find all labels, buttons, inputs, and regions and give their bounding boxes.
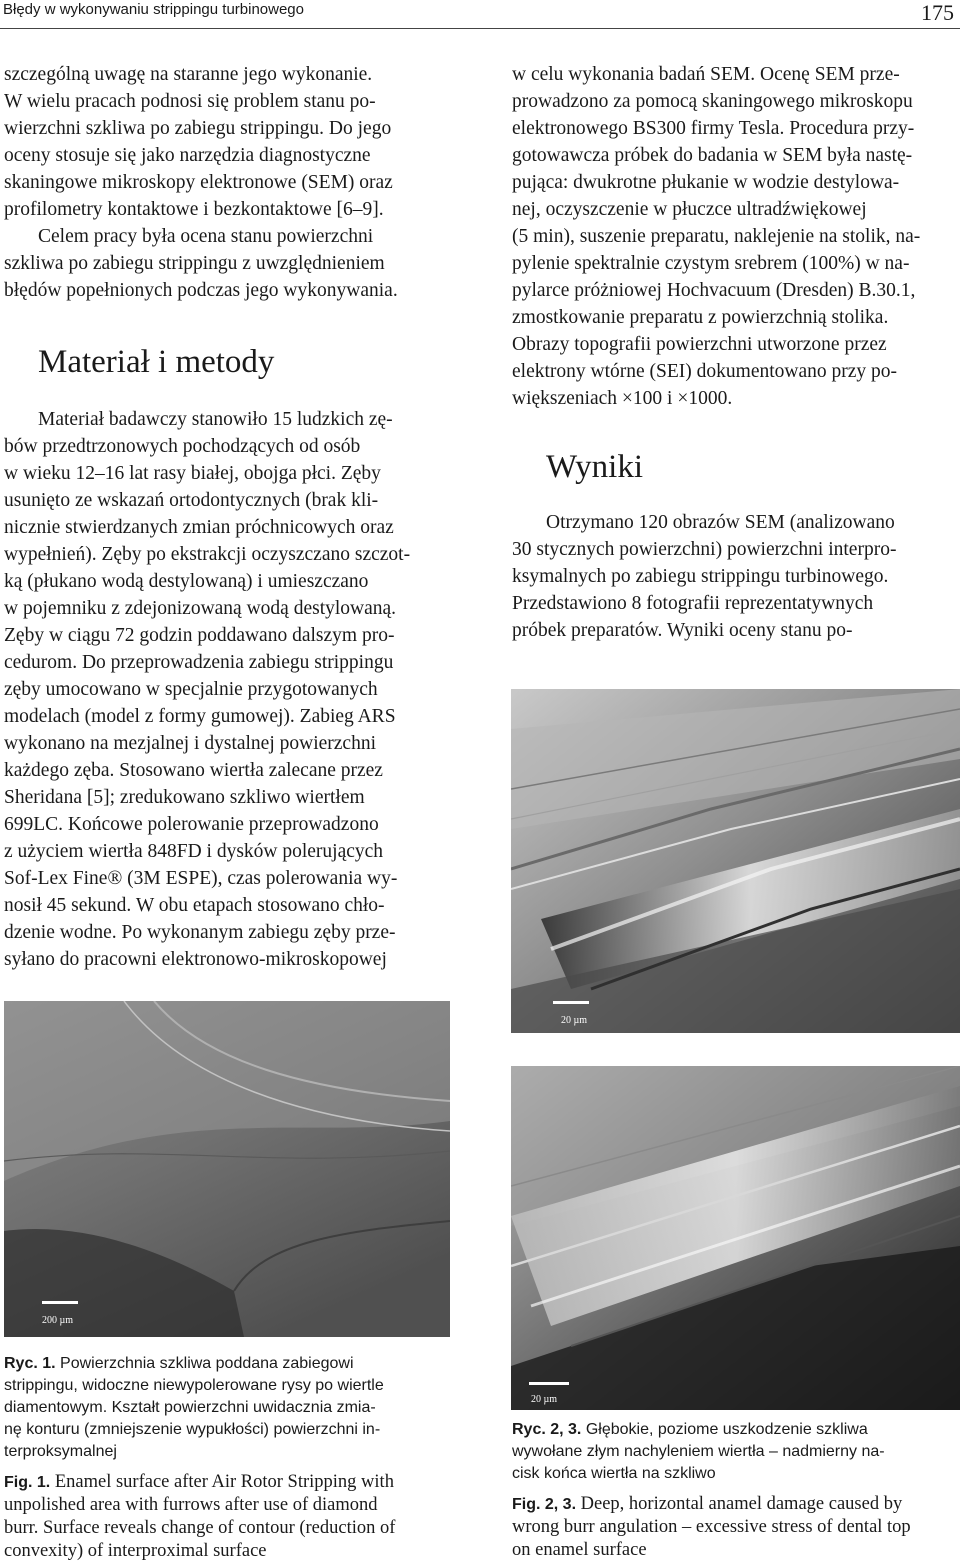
header-rule <box>0 28 960 29</box>
caption-line: wrong burr angulation – excessive stress of dental top <box>512 1517 911 1537</box>
text-line: nicznie stwierdzanych zmian próchnicowych oraz <box>4 517 394 538</box>
text-line: w wieku 12–16 lat rasy białej, obojga płci. Zęby <box>4 463 381 484</box>
section-heading-methods: Materiał i metody <box>38 344 275 380</box>
text-line: ką (płukano wodą destylowaną) i umieszczano <box>4 571 369 592</box>
caption-fig1-english <box>4 1471 450 1563</box>
left-column <box>4 61 450 304</box>
text-line: modelach (model z formy gumowej). Zabieg ARS <box>4 706 396 727</box>
caption-line: burr. Surface reveals change of contour (reduction of <box>4 1518 396 1538</box>
text-line: elektronowego BS300 firmy Tesla. Procedura przy- <box>512 118 915 139</box>
scale-bar-label: 20 µm <box>561 1015 588 1026</box>
text-line: szkliwa po zabiegu strippingu z uwzględnieniem <box>4 253 385 274</box>
caption-line <box>4 1353 450 1375</box>
sem-image-fig3 <box>511 1066 960 1410</box>
scale-bar-label: 20 µm <box>531 1394 558 1405</box>
text-line: gotowawcza próbek do badania w SEM była nastę- <box>512 145 913 166</box>
text-line: skaningowe mikroskopy elektronowe (SEM) oraz <box>4 172 393 193</box>
text-line: nosił 45 sekund. W obu etapach stosowano chło- <box>4 895 385 916</box>
text-line: Otrzymano 120 obrazów SEM (analizowano <box>546 512 895 533</box>
results-paragraph <box>512 509 956 644</box>
caption-line: wywołane złym nachyleniem wiertła – nadmierny na- <box>512 1443 885 1460</box>
text-line: usunięto ze wskazań ortodontycznych (brak kli- <box>4 490 379 511</box>
text-line: w pojemniku z zdejonizowaną wodą destylowaną. <box>4 598 397 619</box>
text-line: W wielu pracach podnosi się problem stanu po- <box>4 91 376 112</box>
caption-line: on enamel surface <box>512 1540 647 1560</box>
caption-text: Głębokie, poziome uszkodzenie szkliwa <box>581 1421 868 1438</box>
text-line: wierzchni szkliwa po zabiegu strippingu. Do jego <box>4 118 392 139</box>
text-line: wypełnień). Zęby po ekstrakcji oczyszczano szczot- <box>4 544 411 565</box>
text-line: bów przedtrzonowych pochodzących od osób <box>4 436 361 457</box>
running-title: Błędy w wykonywaniu strippingu turbinowego <box>3 1 304 18</box>
text-line: Zęby w ciągu 72 godzin poddawano dalszym pro- <box>4 625 395 646</box>
text-line: w celu wykonania badań SEM. Ocenę SEM prze- <box>512 64 900 85</box>
text-line: wykonano na mezjalnej i dystalnej powierzchni <box>4 733 377 754</box>
methods-continuation <box>512 61 956 412</box>
caption-text: Powierzchnia szkliwa poddana zabiegowi <box>55 1355 354 1372</box>
caption-line: diamentowym. Kształt powierzchni uwidacznia zmia- <box>4 1399 376 1416</box>
section-heading-results: Wyniki <box>546 449 644 485</box>
caption-label: Ryc. 1. <box>4 1355 56 1372</box>
text-line: Obrazy topografii powierzchni utworzone przez <box>512 334 887 355</box>
caption-label: Fig. 2, 3. <box>512 1496 577 1513</box>
text-line: Sof-Lex Fine® (3M ESPE), czas polerowania wy- <box>4 868 398 889</box>
caption-line: convexity) of interproximal surface <box>4 1541 267 1561</box>
text-line: ksymalnych po zabiegu strippingu turbinowego. <box>512 566 889 587</box>
text-line: zmostkowanie preparatu z powierzchnią stolika. <box>512 307 889 328</box>
methods-paragraph <box>4 406 450 973</box>
text-line: z użyciem wiertła 848FD i dysków polerujących <box>4 841 384 862</box>
caption-line <box>512 1493 956 1516</box>
text-line: Materiał badawczy stanowiło 15 ludzkich zę- <box>38 409 393 430</box>
caption-label: Fig. 1. <box>4 1474 51 1491</box>
caption-line <box>512 1419 956 1441</box>
caption-label: Ryc. 2, 3. <box>512 1421 582 1438</box>
caption-fig23-english <box>512 1493 956 1562</box>
text-line: syłano do pracowni elektronowo-mikroskopowej <box>4 949 387 970</box>
text-line: pylarce próżniowej Hochvacuum (Dresden) B.30.1, <box>512 280 916 301</box>
text-line: oceny stosuje się jako narzędzia diagnostyczne <box>4 145 371 166</box>
sem-image-fig2 <box>511 689 960 1033</box>
text-line: dzenie wodne. Po wykonanym zabiegu zęby prze- <box>4 922 396 943</box>
caption-text: Deep, horizontal anamel damage caused by <box>576 1494 903 1514</box>
caption-line: nę konturu (zmniejszenie wypukłości) powierzchni in- <box>4 1421 381 1438</box>
page-number: 175 <box>921 0 954 25</box>
caption-line <box>4 1471 450 1494</box>
text-line: pylenie spektralnie czystym srebrem (100%) w na- <box>512 253 910 274</box>
text-line: 30 stycznych powierzchni) powierzchni interpro- <box>512 539 897 560</box>
text-line: profilometry kontaktowe i bezkontaktowe [6–9]. <box>4 199 384 220</box>
caption-fig1-polish <box>4 1353 450 1463</box>
text-line: prowadzono za pomocą skaningowego mikroskopu <box>512 91 913 112</box>
caption-line: strippingu, widoczne niewypolerowane rysy po wiertle <box>4 1377 384 1394</box>
caption-line: unpolished area with furrows after use of diamond <box>4 1495 378 1515</box>
caption-fig23-polish <box>512 1419 956 1485</box>
text-line: 699LC. Końcowe polerowanie przeprowadzono <box>4 814 379 835</box>
scale-bar-label: 200 µm <box>42 1315 74 1326</box>
text-line: elektrony wtórne (SEI) dokumentowano przy po- <box>512 361 898 382</box>
aim-paragraph <box>4 223 450 304</box>
sem-image-fig1 <box>4 1001 450 1337</box>
intro-paragraph <box>4 61 450 223</box>
text-line: każdego zęba. Stosowano wiertła zalecane przez <box>4 760 383 781</box>
text-line: Celem pracy była ocena stanu powierzchni <box>38 226 374 247</box>
text-line: Sheridana [5]; zredukowano szkliwo wiertłem <box>4 787 365 808</box>
text-line: większeniach ×100 i ×1000. <box>512 388 733 409</box>
text-line: pująca: dwukrotne płukanie w wodzie destylowa- <box>512 172 900 193</box>
caption-line: terproksymalnej <box>4 1443 117 1460</box>
caption-line: cisk końca wiertła na szkliwo <box>512 1465 716 1482</box>
text-line: zęby umocowano w specjalnie przygotowanych <box>4 679 378 700</box>
text-line: cedurom. Do przeprowadzenia zabiegu strippingu <box>4 652 394 673</box>
text-line: nej, oczyszczenie w płuczce ultradźwiękowej <box>512 199 867 220</box>
text-line: (5 min), suszenie preparatu, naklejenie na stolik, na- <box>512 226 921 247</box>
text-line: Przedstawiono 8 fotografii reprezentatywnych <box>512 593 874 614</box>
text-line: próbek preparatów. Wyniki oceny stanu po- <box>512 620 853 641</box>
text-line: szczególną uwagę na staranne jego wykonanie. <box>4 64 373 85</box>
text-line: błędów popełnionych podczas jego wykonywania. <box>4 280 398 301</box>
caption-text: Enamel surface after Air Rotor Stripping with <box>50 1472 394 1492</box>
